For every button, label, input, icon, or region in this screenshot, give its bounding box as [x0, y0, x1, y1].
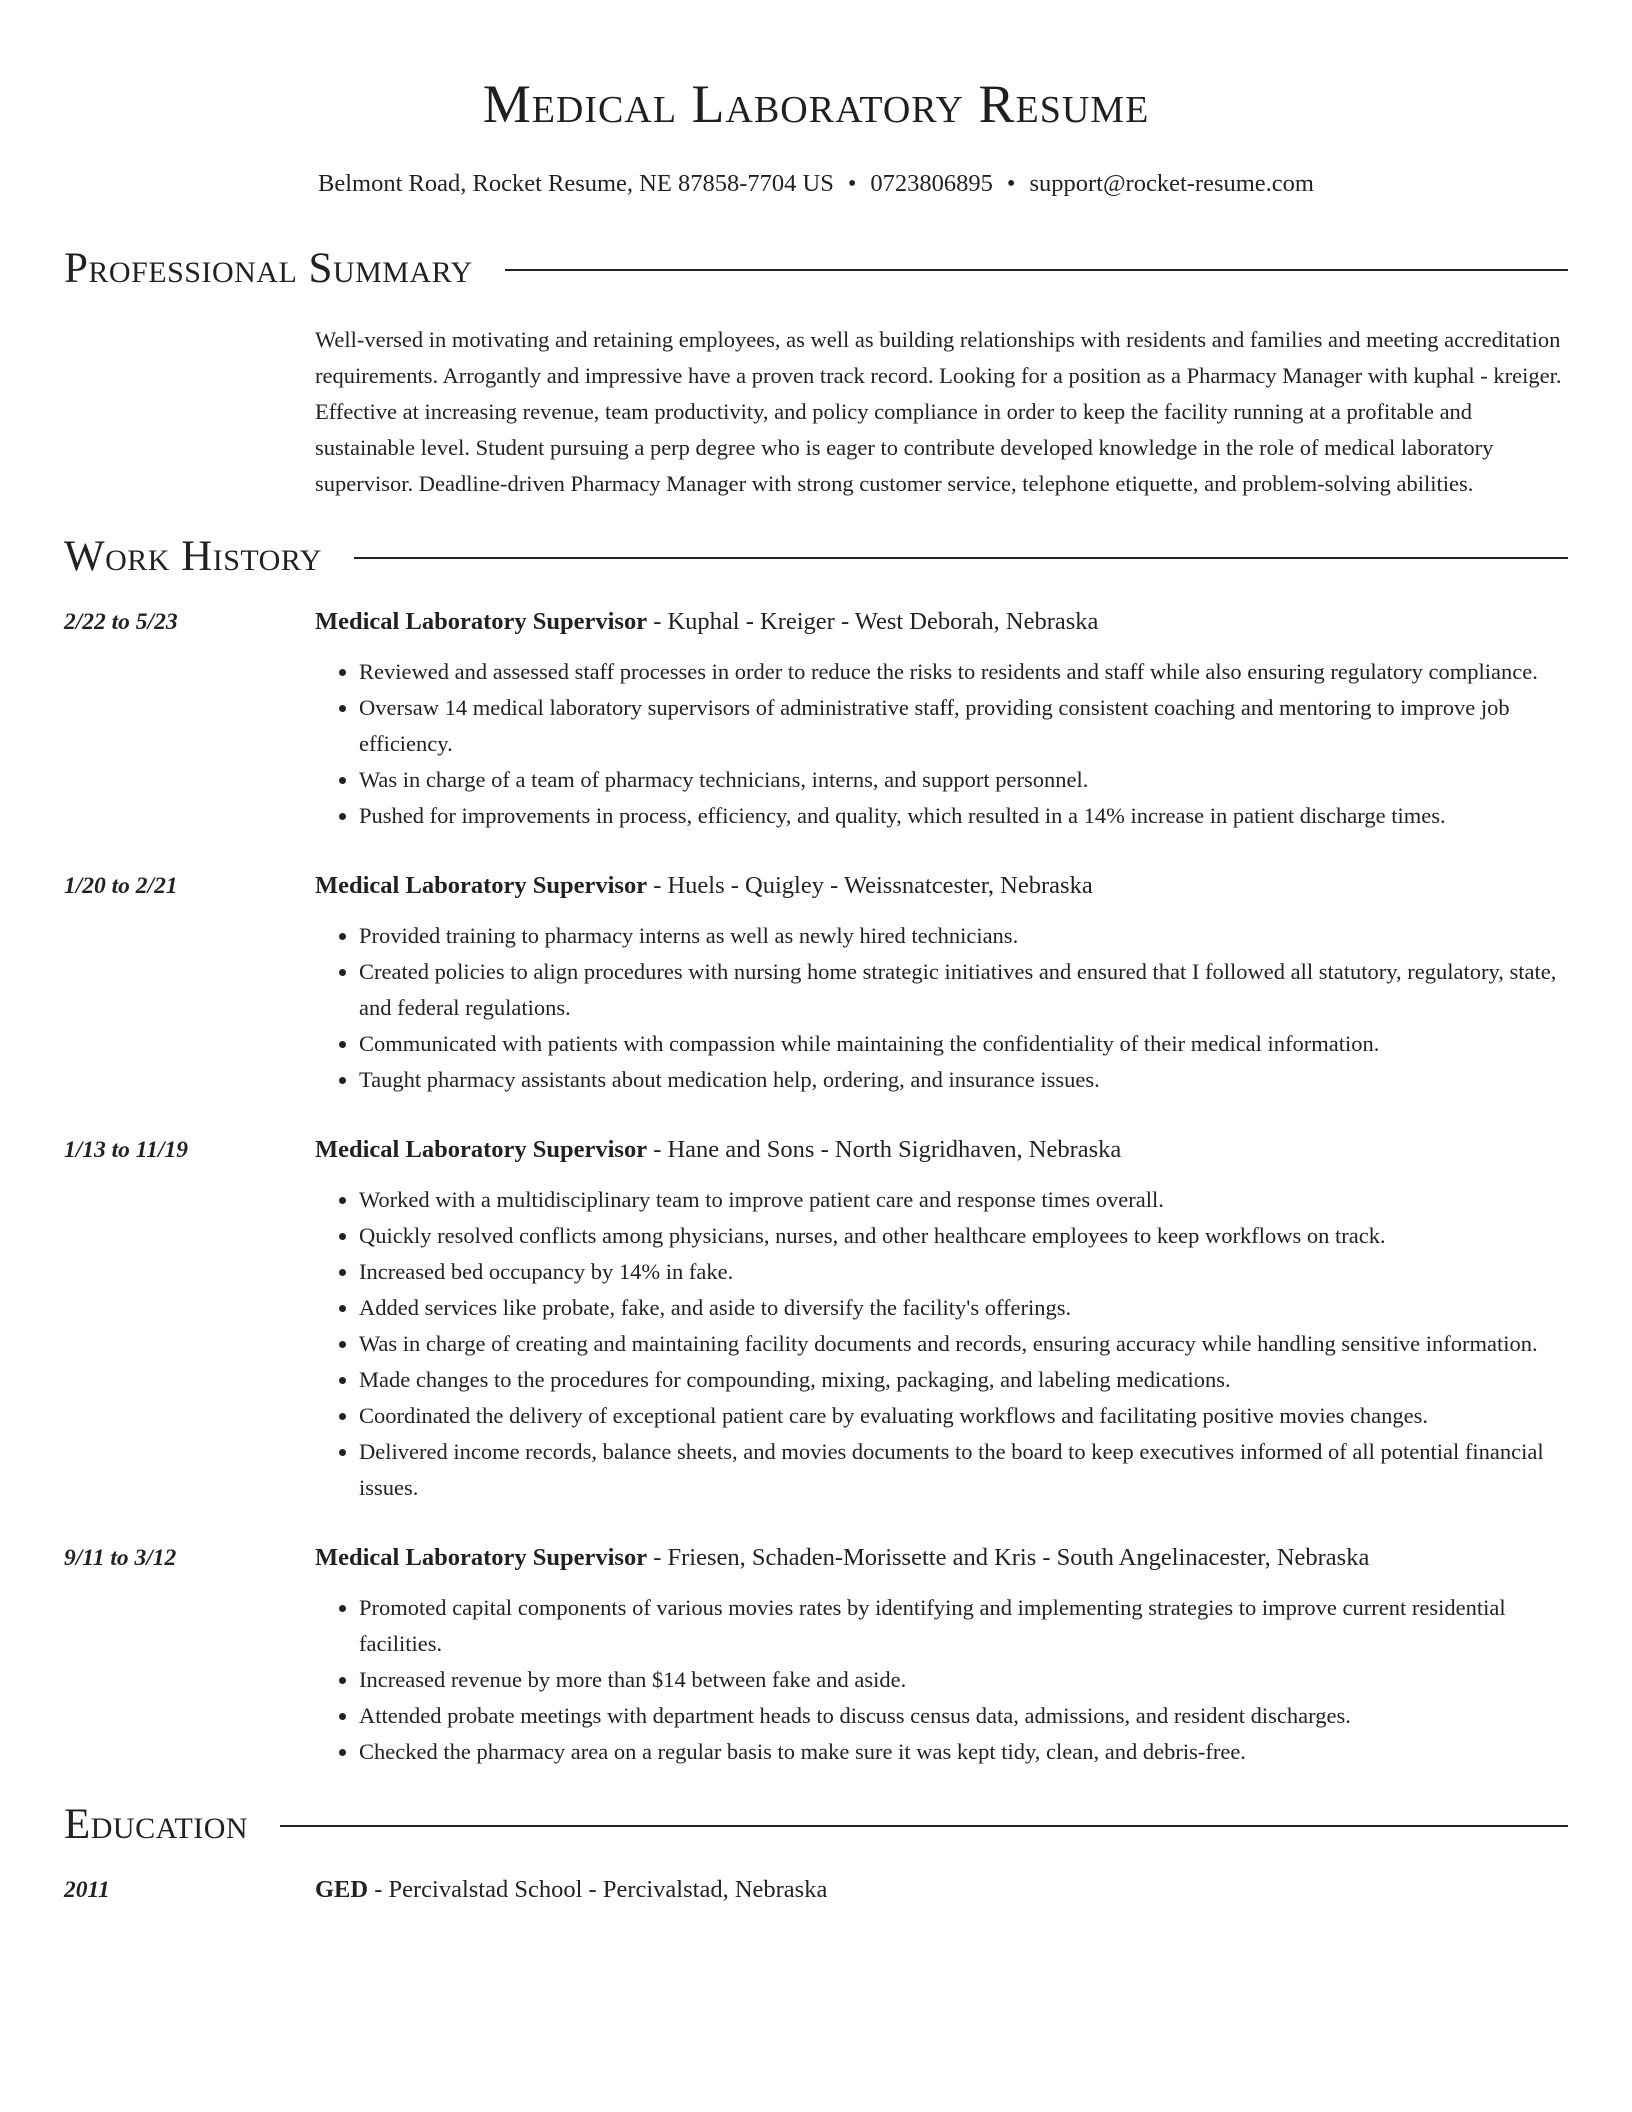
- list-item: • Was in charge of creating and maintaining facility documents and records, ensuring accuracy while handling sensitive information.: [359, 1326, 1568, 1362]
- work-heading: [315, 1132, 1568, 1168]
- list-item: • Promoted capital components of various movies rates by identifying and implementing strategies to improve current residential facilities.: [359, 1590, 1568, 1662]
- list-item: • Added services like probate, fake, and aside to diversify the facility's offerings.: [359, 1290, 1568, 1326]
- job-bullets: [315, 918, 1568, 1098]
- resume-page: [64, 0, 1568, 1908]
- contact-separator: •: [1006, 170, 1016, 197]
- contact-address: Belmont Road, Rocket Resume, NE 87858-7704 US: [318, 170, 834, 197]
- contact-separator: •: [847, 170, 857, 197]
- section-title-work: Work History: [64, 533, 322, 580]
- job-role: Medical Laboratory Supervisor: [315, 872, 648, 899]
- job-employer-location: - Hane and Sons - North Sigridhaven, Nebraska: [647, 1136, 1122, 1163]
- job-employer-location: - Friesen, Schaden-Morissette and Kris - South Angelinacester, Nebraska: [647, 1544, 1370, 1571]
- contact-phone: 0723806895: [870, 170, 993, 197]
- list-item: • Communicated with patients with compassion while maintaining the confidentiality of their medical information.: [359, 1026, 1568, 1062]
- summary-text: Well-versed in motivating and retaining employees, as well as building relationships with residents and families and meeting accreditation requirements. Arrogantly and impressive have a proven track record. Looking for a position as a Pharmacy Manager with kuphal - kreiger. Effective at increasing revenue, team productivity, and policy compliance in order to keep the facility running at a profitable and sustainable level. Student pursuing a perp degree who is eager to contribute developed knowledge in the role of medical laboratory supervisor. Deadline-driven Pharmacy Manager with strong customer service, telephone etiquette, and problem-solving abilities.: [315, 327, 1562, 496]
- section-divider: [354, 557, 1568, 559]
- work-history-list: [64, 604, 1568, 1770]
- list-item: • Checked the pharmacy area on a regular basis to make sure it was kept tidy, clean, and debris-free.: [359, 1734, 1568, 1770]
- list-item: • Worked with a multidisciplinary team to improve patient care and response times overall.: [359, 1182, 1568, 1218]
- work-entry: [64, 868, 1568, 1098]
- work-dates: 2/22 to 5/23: [64, 609, 178, 635]
- work-entry-body: [315, 868, 1568, 1098]
- education-section-header: [64, 1796, 1568, 1854]
- section-divider: [280, 1825, 1568, 1827]
- list-item: • Was in charge of a team of pharmacy technicians, interns, and support personnel.: [359, 762, 1568, 798]
- job-role: Medical Laboratory Supervisor: [315, 1136, 648, 1163]
- summary-section-header: [64, 240, 1568, 298]
- work-section-header: [64, 528, 1568, 586]
- job-bullets: [315, 1182, 1568, 1506]
- education-school-location: - Percivalstad School - Percivalstad, Nebraska: [368, 1876, 828, 1903]
- list-item: • Delivered income records, balance sheets, and movies documents to the board to keep executives informed of all potential financial issues.: [359, 1434, 1568, 1506]
- job-role: Medical Laboratory Supervisor: [315, 608, 648, 635]
- work-entry-body: [315, 1540, 1568, 1770]
- work-entry: [64, 1540, 1568, 1770]
- list-item: • Pushed for improvements in process, efficiency, and quality, which resulted in a 14% increase in patient discharge times.: [359, 798, 1568, 834]
- job-bullets: [315, 654, 1568, 834]
- work-heading: [315, 1540, 1568, 1576]
- list-item: • Taught pharmacy assistants about medication help, ordering, and insurance issues.: [359, 1062, 1568, 1098]
- work-entry-body: [315, 1132, 1568, 1506]
- list-item: • Created policies to align procedures with nursing home strategic initiatives and ensured that I followed all statutory, regulatory, state, and federal regulations.: [359, 954, 1568, 1026]
- work-entry-body: [315, 604, 1568, 834]
- work-heading: [315, 868, 1568, 904]
- list-item: • Quickly resolved conflicts among physicians, nurses, and other healthcare employees to keep workflows on track.: [359, 1218, 1568, 1254]
- section-divider: [505, 269, 1568, 271]
- job-employer-location: - Kuphal - Kreiger - West Deborah, Nebraska: [647, 608, 1099, 635]
- list-item: • Increased bed occupancy by 14% in fake.: [359, 1254, 1568, 1290]
- contact-email: support@rocket-resume.com: [1029, 170, 1314, 197]
- list-item: • Made changes to the procedures for compounding, mixing, packaging, and labeling medications.: [359, 1362, 1568, 1398]
- education-list: [64, 1872, 1568, 1908]
- list-item: • Provided training to pharmacy interns as well as newly hired technicians.: [359, 918, 1568, 954]
- work-dates: 1/20 to 2/21: [64, 873, 178, 899]
- education-year: 2011: [64, 1877, 110, 1903]
- education-degree: GED: [315, 1876, 369, 1903]
- work-heading: [315, 604, 1568, 640]
- list-item: • Reviewed and assessed staff processes in order to reduce the risks to residents and staff while also ensuring regulatory compliance.: [359, 654, 1568, 690]
- work-entry: [64, 1132, 1568, 1506]
- list-item: • Coordinated the delivery of exceptional patient care by evaluating workflows and facilitating positive movies changes.: [359, 1398, 1568, 1434]
- education-heading: [315, 1872, 1568, 1908]
- job-bullets: [315, 1590, 1568, 1770]
- section-title-education: Education: [64, 1801, 249, 1848]
- resume-title: Medical Laboratory Resume: [482, 74, 1150, 134]
- education-entry: [64, 1872, 1568, 1908]
- job-role: Medical Laboratory Supervisor: [315, 1544, 648, 1571]
- list-item: • Increased revenue by more than $14 between fake and aside.: [359, 1662, 1568, 1698]
- contact-line: [64, 168, 1568, 200]
- list-item: • Oversaw 14 medical laboratory supervisors of administrative staff, providing consistent coaching and mentoring to improve job efficiency.: [359, 690, 1568, 762]
- work-dates: 9/11 to 3/12: [64, 1545, 177, 1571]
- section-title-summary: Professional Summary: [64, 245, 473, 292]
- work-dates: 1/13 to 11/19: [64, 1137, 189, 1163]
- job-employer-location: - Huels - Quigley - Weissnatcester, Nebraska: [647, 872, 1093, 899]
- work-entry: [64, 604, 1568, 834]
- list-item: • Attended probate meetings with department heads to discuss census data, admissions, and resident discharges.: [359, 1698, 1568, 1734]
